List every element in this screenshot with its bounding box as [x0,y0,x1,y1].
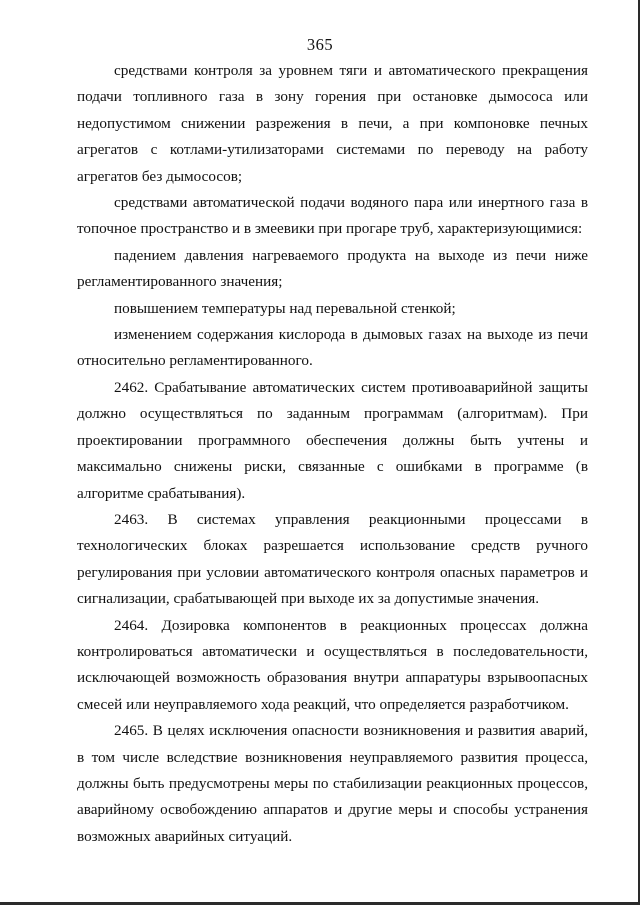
document-body [77,58,588,850]
paragraph-2464: 2464. Дозировка компонентов в реакционных процессах должна контролироваться автоматически и осуществляться в последовательности, исключающей возможность образования внутри аппаратуры взрывоопасных смесей или неуправляемого хода реакций, что определяется разработчиком. [77,616,588,713]
paragraph-steam-supply: средствами автоматической подачи водяного пара или инертного газа в топочное пространство и в змеевики при прогаре труб, характеризующимися: [77,194,588,238]
paragraph-2465: 2465. В целях исключения опасности возникновения и развития аварий, в том числе вследствие возникновения неуправляемого развития процесса, должны быть предусмотрены меры по стабилизации реакционных процессов, аварийному освобождению аппаратов и другие меры и способы устранения возможных аварийных ситуаций. [77,722,588,845]
paragraph-temperature-rise: повышением температуры над перевальной стенкой; [114,299,456,317]
paragraph-2463: 2463. В системах управления реакционными процессами в технологических блоках разрешается использование средств ручного регулирования при условии автоматического контроля опасных параметров и сигнализации, срабатывающей при выходе их за допустимые значения. [77,510,588,608]
paragraph-smoke-control: средствами контроля за уровнем тяги и автоматического прекращения подачи топливного газа в зону горения при остановке дымососа или недопустимом снижении разрежения в печи, а при компоновке печных агрегатов с котлами-утилизаторами системами по переводу на работу агрегатов без дымососов; [77,62,588,185]
paragraph-pressure-drop: падением давления нагреваемого продукта на выходе из печи ниже регламентированного значения; [77,246,588,291]
page-number: 365 [306,35,334,54]
paragraph-2462: 2462. Срабатывание автоматических систем противоаварийной защиты должно осуществляться по заданным программам (алгоритмам). При проектировании программного обеспечения должны быть учтены и максимально снижены риски, связанные с ошибками в программе (в алгоритме срабатывания). [77,378,588,502]
paragraph-oxygen-change: изменением содержания кислорода в дымовых газах на выходе из печи относительно регламентированного. [77,326,588,370]
